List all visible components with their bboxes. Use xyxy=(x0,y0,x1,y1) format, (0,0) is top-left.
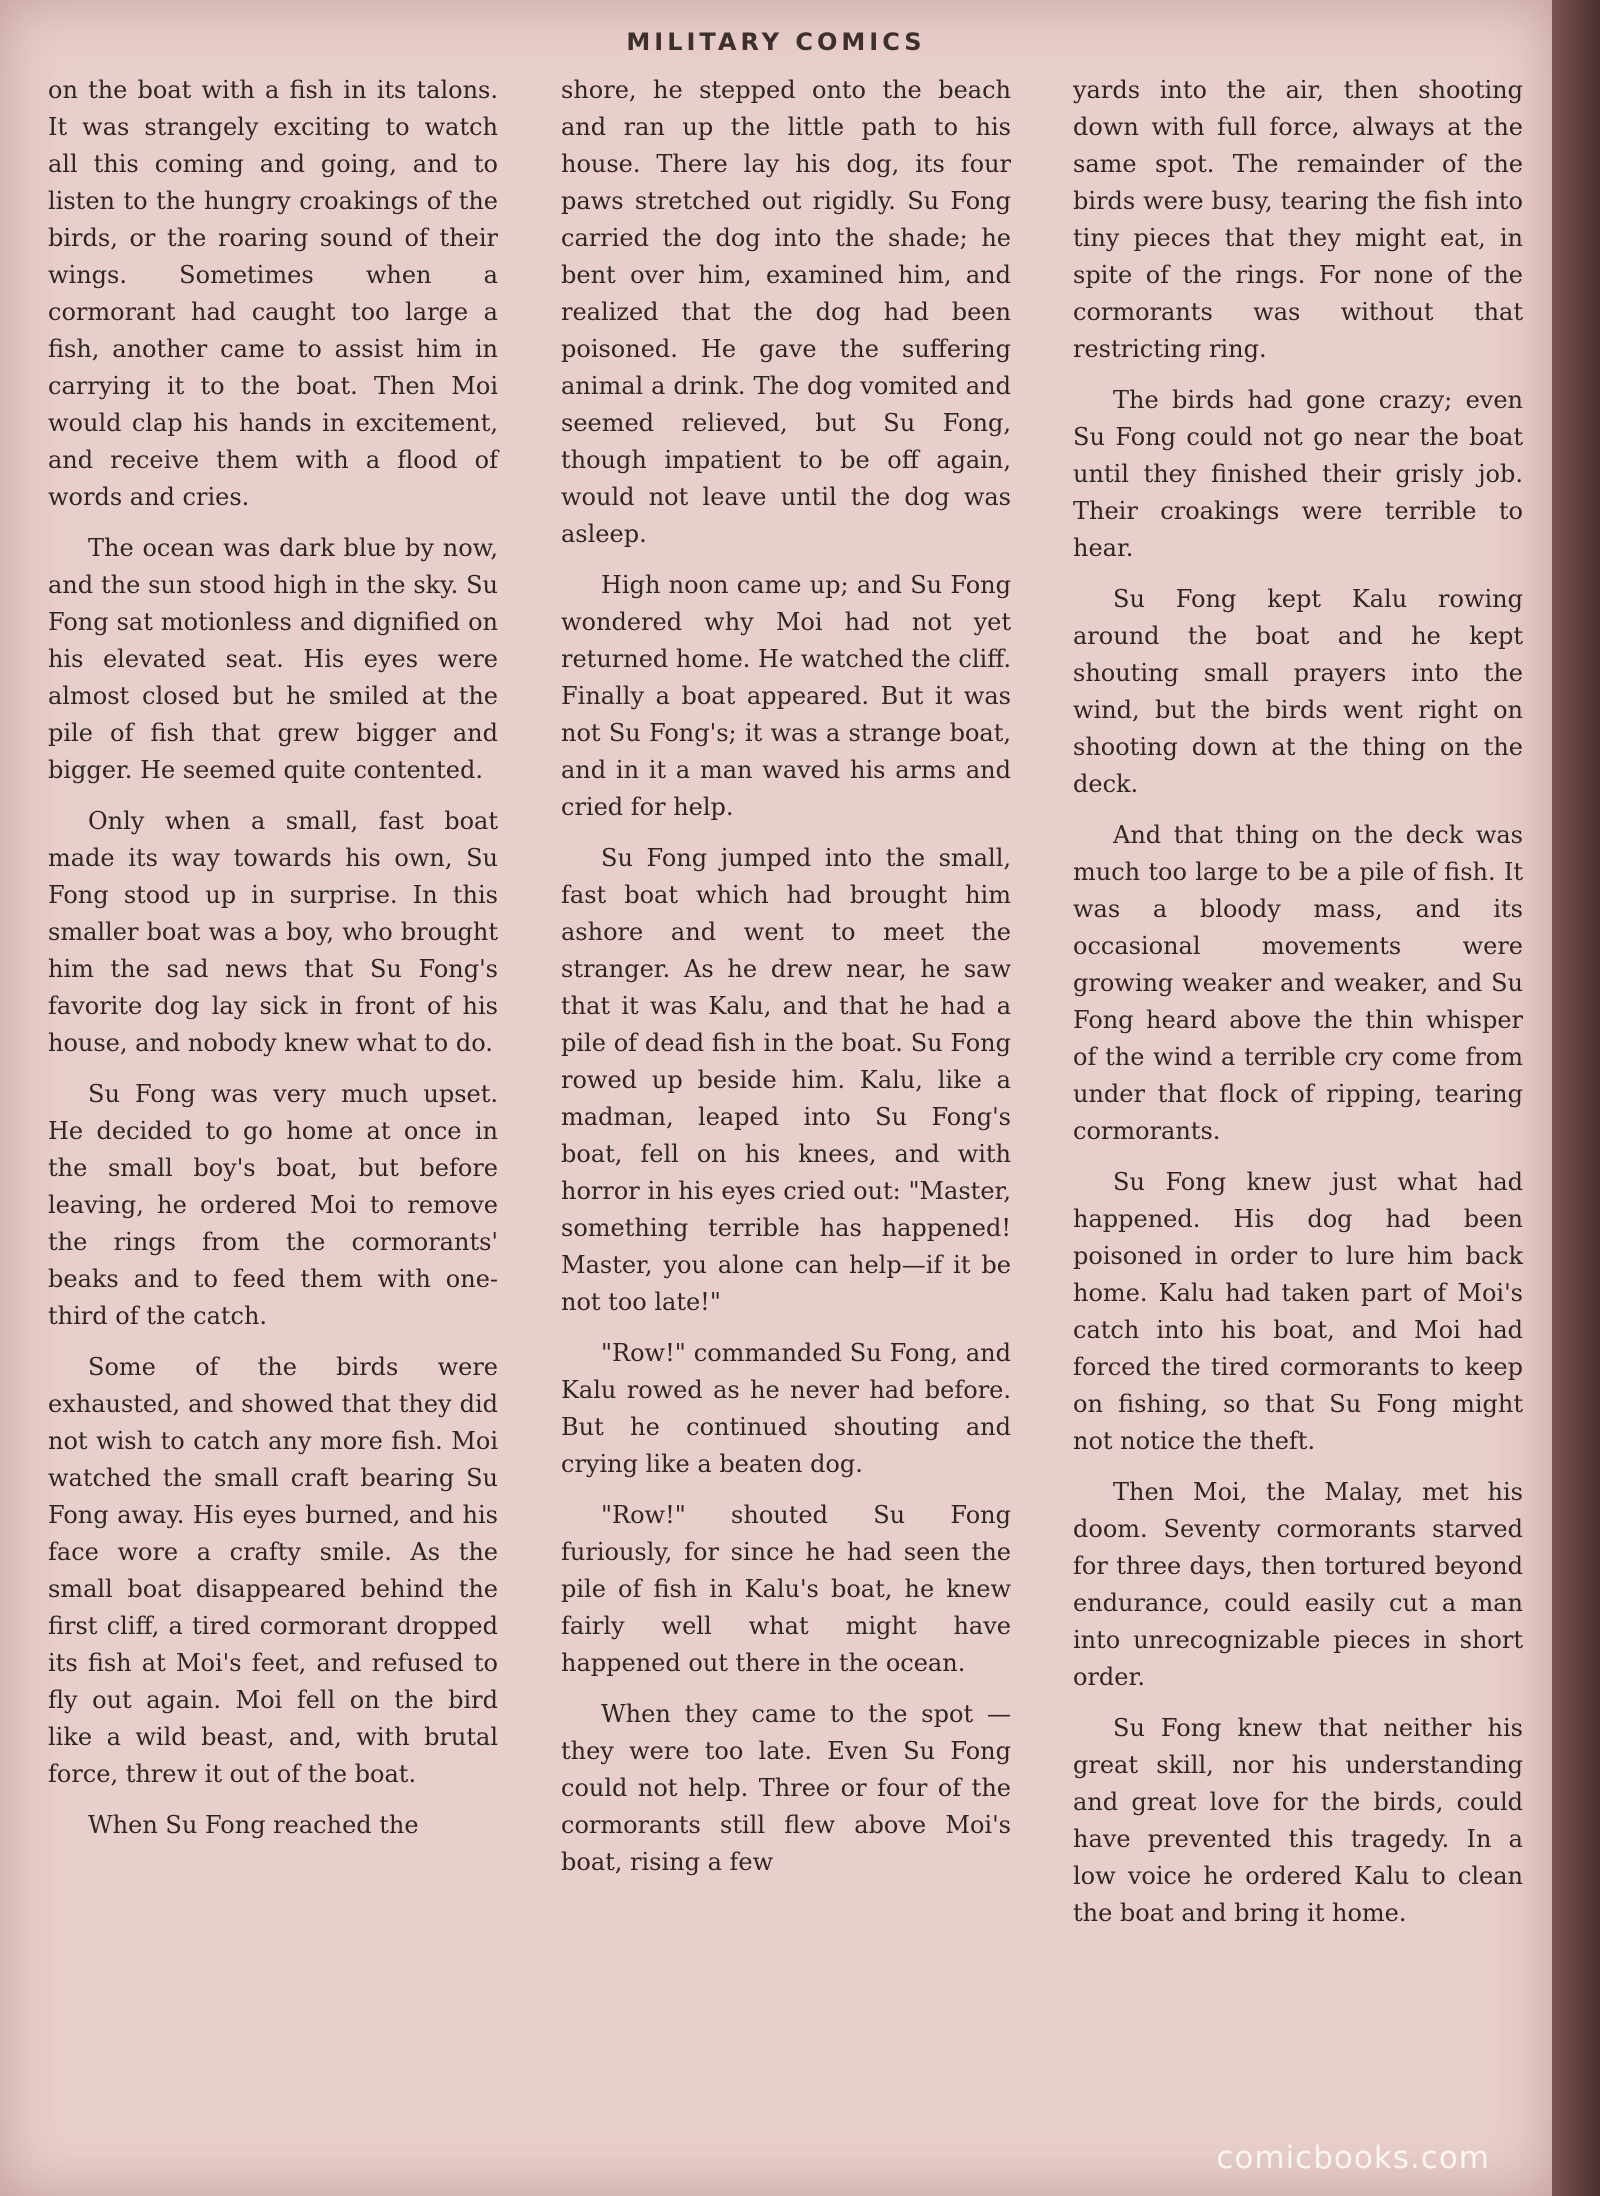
paragraph: Su Fong kept Kalu rowing around the boat and he kept shouting small prayers into the wind, but the birds went right on shooting down at the thing on the deck. xyxy=(1073,585,1523,798)
paragraph: shore, he stepped onto the beach and ran up the little path to his house. There lay his dog, its four paws stretched out rigidly. Su Fong carried the dog into the shade; he bent over him, examined him, and realized that the dog had been poisoned. He gave the suffering animal a drink. The dog vomited and seemed relieved, but Su Fong, though impatient to be off again, would not leave until the dog was asleep. xyxy=(561,76,1011,548)
paragraph: The ocean was dark blue by now, and the sun stood high in the sky. Su Fong sat motionless and dignified on his elevated seat. His eyes were almost closed but he smiled at the pile of fish that grew bigger and bigger. He seemed quite contented. xyxy=(48,534,498,784)
paragraph: Su Fong knew that neither his great skill, nor his understanding and great love for the birds, could have prevented this tragedy. In a low voice he ordered Kalu to clean the boat and bring it home. xyxy=(1073,1714,1523,1927)
paragraph: yards into the air, then shooting down with full force, always at the same spot. The remainder of the birds were busy, tearing the fish into tiny pieces that they might eat, in spite of the rings. For none of the cormorants was without that restricting ring. xyxy=(1073,76,1523,363)
paragraph: Su Fong was very much upset. He decided to go home at once in the small boy's boat, but before leaving, he ordered Moi to remove the rings from the cormorants' beaks and to feed them with one-third of the catch. xyxy=(48,1080,498,1330)
paragraph: on the boat with a fish in its talons. It was strangely exciting to watch all this coming and going, and to listen to the hungry croakings of the birds, or the roaring sound of their wings. Sometimes when a cormorant had caught too large a fish, another came to assist him in carrying it to the boat. Then Moi would clap his hands in excitement, and receive them with a flood of words and cries. xyxy=(48,76,498,511)
paragraph: And that thing on the deck was much too large to be a pile of fish. It was a bloody mass, and its occasional movements were growing weaker and weaker, and Su Fong heard above the thin whisper of the wind a terrible cry come from under that flock of ripping, tearing cormorants. xyxy=(1073,821,1523,1145)
paragraph: "Row!" commanded Su Fong, and Kalu rowed as he never had before. But he continued shouting and crying like a beaten dog. xyxy=(561,1339,1011,1478)
watermark-text: comicbooks.com xyxy=(1216,2140,1490,2176)
paragraph: Then Moi, the Malay, met his doom. Seventy cormorants starved for three days, then tortured beyond endurance, could easily cut a man into unrecognizable pieces in short order. xyxy=(1073,1478,1523,1691)
text-columns xyxy=(48,72,1528,2112)
paragraph: Only when a small, fast boat made its way towards his own, Su Fong stood up in surprise. In this smaller boat was a boy, who brought him the sad news that Su Fong's favorite dog lay sick in front of his house, and nobody knew what to do. xyxy=(48,807,498,1057)
paragraph: When they came to the spot —they were too late. Even Su Fong could not help. Three or four of the cormorants still flew above Moi's boat, rising a few xyxy=(561,1700,1011,1876)
page-header-title: MILITARY COMICS xyxy=(626,28,926,56)
paragraph: When Su Fong reached the xyxy=(88,1811,419,1839)
paragraph: High noon came up; and Su Fong wondered why Moi had not yet returned home. He watched the cliff. Finally a boat appeared. But it was not Su Fong's; it was a strange boat, and in it a man waved his arms and cried for help. xyxy=(561,571,1011,821)
paragraph: The birds had gone crazy; even Su Fong could not go near the boat until they finished their grisly job. Their croakings were terrible to hear. xyxy=(1073,386,1523,562)
paragraph: Su Fong jumped into the small, fast boat which had brought him ashore and went to meet the stranger. As he drew near, he saw that it was Kalu, and that he had a pile of dead fish in the boat. Su Fong rowed up beside him. Kalu, like a madman, leaped into Su Fong's boat, fell on his knees, and with horror in his eyes cried out: "Master, something terrible has happened! Master, you alone can help—if it be not too late!" xyxy=(561,844,1011,1316)
paragraph: Some of the birds were exhausted, and showed that they did not wish to catch any more fish. Moi watched the small craft bearing Su Fong away. His eyes burned, and his face wore a crafty smile. As the small boat disappeared behind the first cliff, a tired cormorant dropped its fish at Moi's feet, and refused to fly out again. Moi fell on the bird like a wild beast, and, with brutal force, threw it out of the boat. xyxy=(48,1353,498,1788)
paragraph: "Row!" shouted Su Fong furiously, for since he had seen the pile of fish in Kalu's boat, he knew fairly well what might have happened out there in the ocean. xyxy=(561,1501,1011,1677)
column-2 xyxy=(561,72,1011,2112)
page-edge xyxy=(1552,0,1600,2196)
column-3 xyxy=(1073,72,1523,2112)
column-1 xyxy=(48,72,498,2112)
paragraph: Su Fong knew just what had happened. His dog had been poisoned in order to lure him back home. Kalu had taken part of Moi's catch into his boat, and Moi had forced the tired cormorants to keep on fishing, so that Su Fong might not notice the theft. xyxy=(1073,1168,1523,1455)
